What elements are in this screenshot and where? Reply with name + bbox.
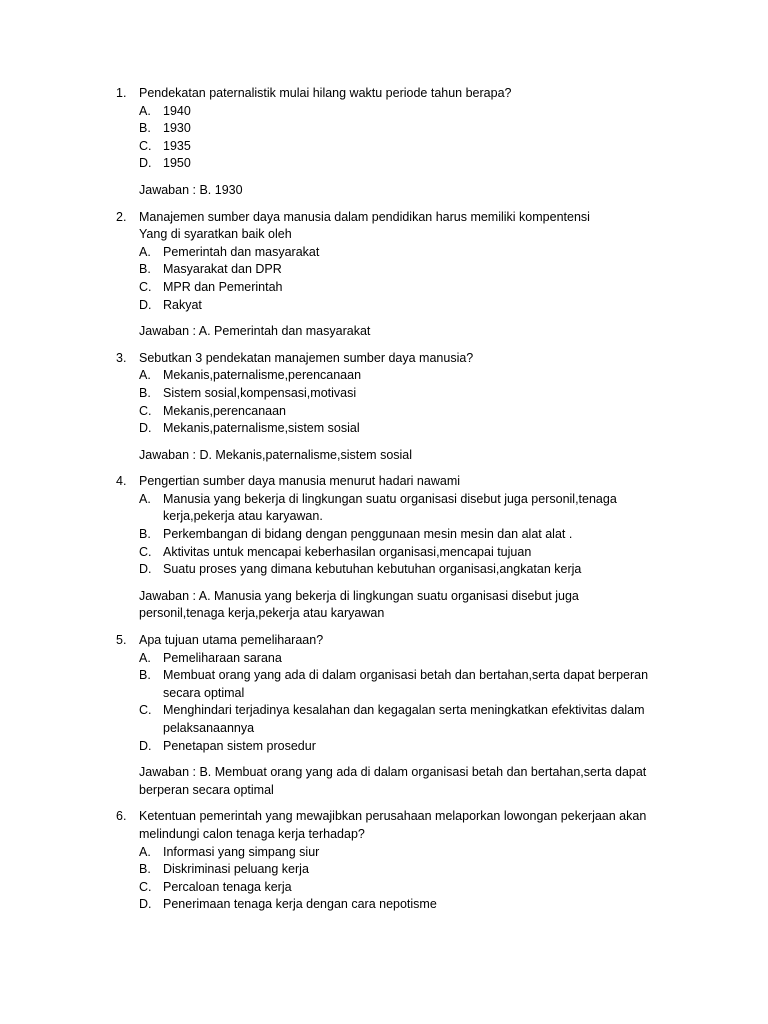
option-line [0,138,768,156]
answer-line [0,764,768,782]
option-text: pelaksanaannya [163,721,255,735]
option-text: 1935 [163,138,191,153]
question-number: 2. [116,209,127,224]
option-letter: C. [139,544,152,559]
option-text: Rakyat [163,297,202,312]
option-letter: C. [139,138,152,153]
option-text: Pemerintah dan masyarakat [163,244,320,259]
document-page [0,85,768,923]
option-text: Suatu proses yang dimana kebutuhan kebutuhan organisasi,angkatan kerja [163,562,582,577]
answer-text: Jawaban : A. Manusia yang bekerja di lingkungan suatu organisasi disebut juga [139,588,579,603]
option-text: Perkembangan di bidang dengan penggunaan mesin mesin dan alat alat . [163,527,573,542]
option-text: Diskriminasi peluang kerja [163,862,309,877]
option-text: Mekanis,paternalisme,perencanaan [163,368,362,383]
option-text: Sistem sosial,kompensasi,motivasi [163,385,357,400]
option-letter: A. [139,103,151,118]
option-line [0,544,768,562]
option-letter: C. [139,279,152,294]
question-text: Pendekatan paternalistik mulai hilang waktu periode tahun berapa? [139,86,512,100]
answer-text: Jawaban : D. Mekanis,paternalisme,sistem sosial [139,447,413,462]
answer-block [0,323,768,341]
option-line [0,561,768,579]
answer-block [0,588,768,623]
answer-text: personil,tenaga kerja,pekerja atau karyawan [139,606,385,621]
option-letter: A. [139,368,151,383]
option-line [0,385,768,403]
question-number: 5. [116,633,127,648]
option-line [0,526,768,544]
question-block [0,85,768,200]
question-text: Ketentuan pemerintah yang mewajibkan perusahaan melaporkan lowongan pekerjaan akan [139,809,647,824]
option-letter: A. [139,844,151,859]
question-line [0,209,768,227]
option-line [0,155,768,173]
option-letter: B. [139,668,151,683]
option-letter: D. [139,156,152,171]
option-letter: C. [139,703,152,718]
option-letter: B. [139,262,151,277]
option-line [0,120,768,138]
question-text: melindungi calon tenaga kerja terhadap? [139,826,365,841]
question-number: 1. [116,86,127,100]
option-line [0,861,768,879]
answer-text: Jawaban : B. Membuat orang yang ada di dalam organisasi betah dan bertahan,serta dapat [139,765,647,780]
option-line [0,420,768,438]
option-text: Penetapan sistem prosedur [163,738,316,753]
option-text: Mekanis,paternalisme,sistem sosial [163,421,360,436]
question-line [0,808,768,826]
option-letter: C. [139,403,152,418]
option-letter: C. [139,879,152,894]
question-text: Manajemen sumber daya manusia dalam pendidikan harus memiliki kompentensi [139,209,590,224]
question-block [0,350,768,465]
answer-line [0,588,768,606]
answer-text: Jawaban : A. Pemerintah dan masyarakat [139,324,371,339]
answer-line [0,182,768,200]
answer-text: Jawaban : B. 1930 [139,182,243,197]
option-text: Penerimaan tenaga kerja dengan cara nepotisme [163,897,437,912]
answer-block [0,182,768,200]
question-block [0,632,768,799]
option-letter: D. [139,562,152,577]
option-line [0,403,768,421]
option-text: Mekanis,perencanaan [163,403,286,418]
option-line [0,103,768,121]
answer-line [0,447,768,465]
answer-line [0,782,768,800]
option-line [0,244,768,262]
option-line [0,685,768,703]
option-letter: B. [139,385,151,400]
option-text: Aktivitas untuk mencapai keberhasilan organisasi,mencapai tujuan [163,544,532,559]
option-letter: D. [139,421,152,436]
option-letter: A. [139,244,151,259]
option-letter: D. [139,297,152,312]
option-text: 1930 [163,121,191,136]
option-text: Percaloan tenaga kerja [163,879,292,894]
option-text: 1950 [163,156,191,171]
option-line [0,896,768,914]
question-block [0,209,768,341]
option-letter: B. [139,121,151,136]
option-line [0,720,768,738]
option-letter: D. [139,738,152,753]
option-text: Informasi yang simpang siur [163,844,320,859]
option-text: Manusia yang bekerja di lingkungan suatu organisasi disebut juga personil,tenaga [163,491,617,506]
question-text: Sebutkan 3 pendekatan manajemen sumber daya manusia? [139,350,474,365]
option-line [0,844,768,862]
answer-text: berperan secara optimal [139,782,274,797]
answer-line [0,605,768,623]
question-line [0,826,768,844]
option-line [0,738,768,756]
question-number: 4. [116,474,127,489]
option-line [0,297,768,315]
option-letter: B. [139,527,151,542]
option-text: Masyarakat dan DPR [163,262,282,277]
question-block [0,473,768,623]
option-text: Pemeliharaan sarana [163,650,282,665]
question-line [0,632,768,650]
option-text: Membuat orang yang ada di dalam organisasi betah dan bertahan,serta dapat berperan [163,668,649,683]
option-text: MPR dan Pemerintah [163,279,283,294]
option-line [0,879,768,897]
option-line [0,367,768,385]
answer-block [0,764,768,799]
option-line [0,279,768,297]
question-line [0,473,768,491]
option-letter: B. [139,862,151,877]
question-number: 3. [116,350,127,365]
question-line [0,350,768,368]
option-line [0,508,768,526]
option-text: 1940 [163,103,191,118]
option-letter: A. [139,491,151,506]
option-line [0,491,768,509]
question-line [0,226,768,244]
option-text: secara optimal [163,685,245,700]
option-line [0,702,768,720]
question-block [0,808,768,914]
answer-line [0,323,768,341]
question-number: 6. [116,809,127,824]
option-line [0,650,768,668]
option-letter: D. [139,897,152,912]
question-text: Yang di syaratkan baik oleh [139,227,292,242]
question-line [0,85,768,103]
answer-block [0,447,768,465]
question-text: Apa tujuan utama pemeliharaan? [139,633,324,648]
option-text: kerja,pekerja atau karyawan. [163,509,323,524]
option-line [0,667,768,685]
option-letter: A. [139,650,151,665]
option-text: Menghindari terjadinya kesalahan dan kegagalan serta meningkatkan efektivitas dalam [163,703,645,718]
question-text: Pengertian sumber daya manusia menurut hadari nawami [139,474,461,489]
option-line [0,261,768,279]
